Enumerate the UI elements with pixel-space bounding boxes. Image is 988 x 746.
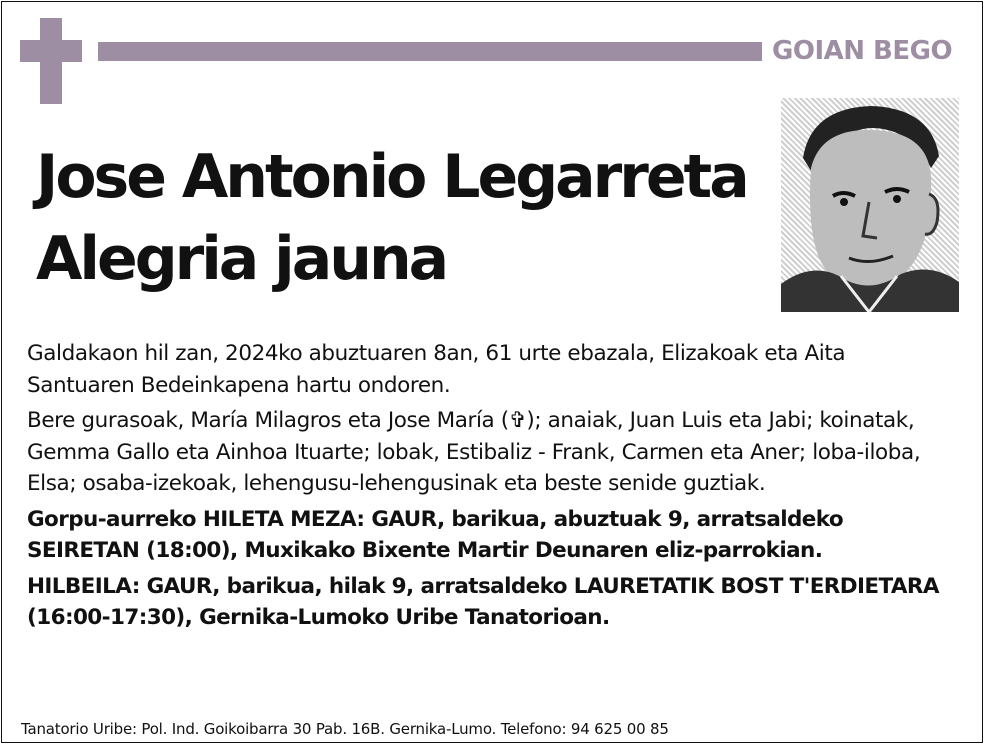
deceased-name-line2: Alegria jauna [36, 224, 447, 294]
death-announcement: Galdakaon hil zan, 2024ko abuztuaren 8an, 61 urte ebazala, Elizakoak eta Aita Santuaren Bedeinkapena hartu ondoren. [27, 341, 846, 398]
header-rule [98, 42, 762, 61]
funeral-mass-info: Gorpu-aurreko HILETA MEZA: GAUR, barikua, abuztuak 9, arratsaldeko SEIRETAN (18:00), Muxikako Bixente Martir Deunaren eliz-parrokian. [27, 506, 844, 563]
portrait-illustration [781, 98, 959, 312]
brand-label: GOIAN BEGO [772, 36, 953, 66]
notice-body [27, 338, 957, 638]
portrait-photo [781, 98, 959, 312]
wake-info: HILBEILA: GAUR, barikua, hilak 9, arratsaldeko LAURETATIK BOST T'ERDIETARA (16:00-17:30), Gernika-Lumoko Uribe Tanatorioan. [27, 573, 939, 630]
obituary-notice [1, 1, 983, 743]
relatives-list: Bere gurasoak, María Milagros eta Jose María (✞); anaiak, Juan Luis eta Jabi; koinatak, Gemma Gallo eta Ainhoa Ituarte; lobak, Estibaliz - Frank, Carmen eta Aner; loba-iloba, Elsa; osaba-izekoak, lehengusu-lehengusinak eta beste senide guztiak. [27, 408, 921, 496]
funeral-home-footer: Tanatorio Uribe: Pol. Ind. Goikoibarra 30 Pab. 16B. Gernika-Lumo. Telefono: 94 625 00 85 [21, 720, 669, 738]
deceased-name-line1: Jose Antonio Legarreta [36, 142, 747, 212]
deceased-name [36, 136, 776, 300]
cross-horizontal-bar [20, 40, 82, 62]
